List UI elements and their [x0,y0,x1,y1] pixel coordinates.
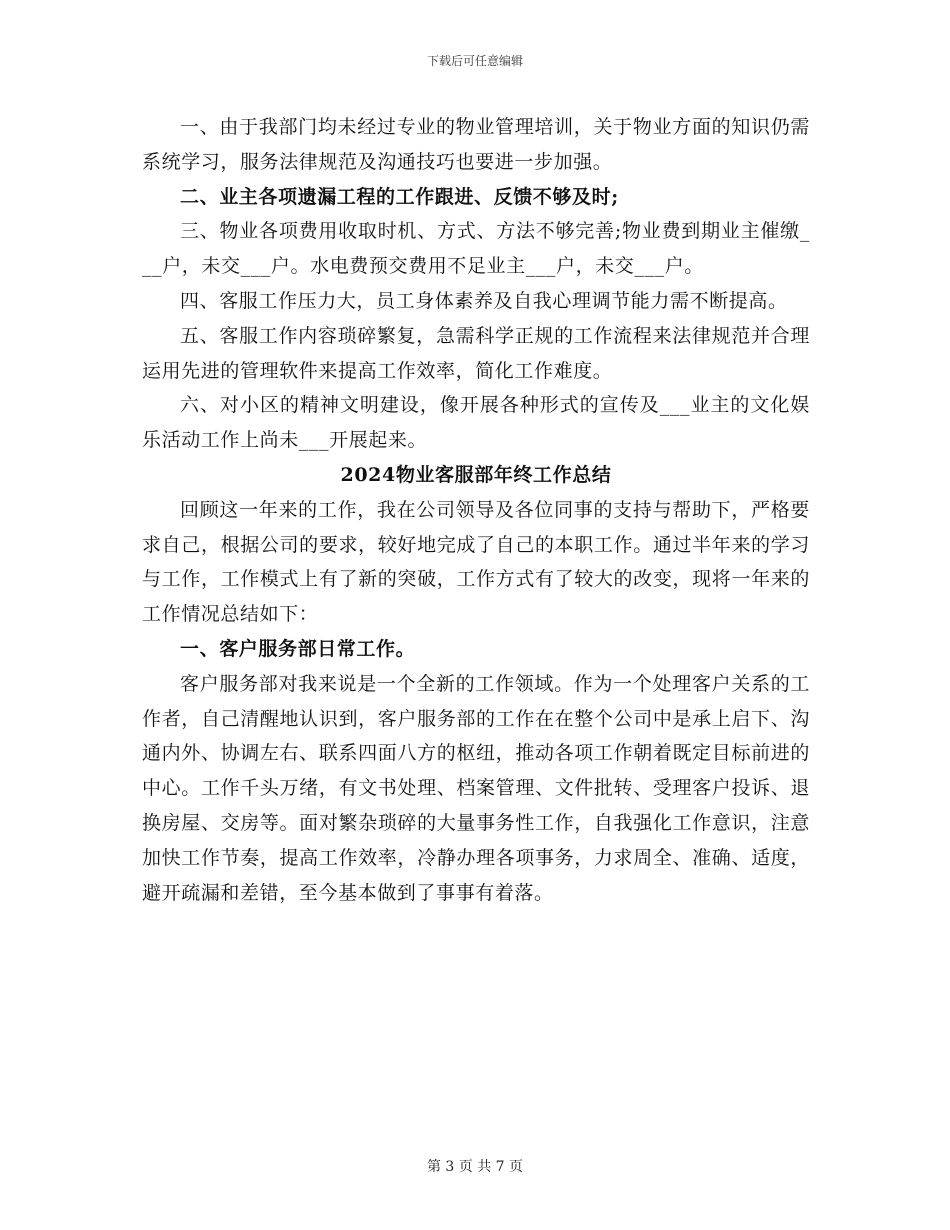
paragraph-5: 五、客服工作内容琐碎繁复，急需科学正规的工作流程来法律规范并合理运用先进的管理软件来提高工作效率，简化工作难度。 [142,324,810,382]
paragraph-2-heading: 二、业主各项遗漏工程的工作跟进、反馈不够及时; [180,185,619,208]
document-body [142,110,810,910]
page-header-note: 下载后可任意编辑 [426,54,523,68]
paragraph-1: 一、由于我部门均未经过专业的物业管理培训，关于物业方面的知识仍需系统学习，服务法律规范及沟通技巧也要进一步加强。 [142,116,810,173]
paragraph-4: 四、客服工作压力大，员工身体素养及自我心理调节能力需不断提高。 [180,289,788,312]
page-number: 第 3 页 共 7 页 [426,1159,524,1175]
paragraph-3: 三、物业各项费用收取时机、方式、方法不够完善;物业费到期业主催缴___户，未交___户。水电费预交费用不足业主___户，未交___户。 [142,220,810,278]
subsection-heading: 一、客户服务部日常工作。 [180,637,416,660]
paragraph-body: 客户服务部对我来说是一个全新的工作领域。作为一个处理客户关系的工作者，自己清醒地认识到，客户服务部的工作在在整个公司中是承上启下、沟通内外、协调左右、联系四面八方的枢纽，推动各项工作朝着既定目标前进的中心。工作千头万绪，有文书处理、档案管理、文件批转、受理客户投诉、退换房屋、交房等。面对繁杂琐碎的大量事务性工作，自我强化工作意识，注意加快工作节奏，提高工作效率，冷静办理各项事务，力求周全、准确、适度，避开疏漏和差错，至今基本做到了事事有着落。 [142,672,810,904]
paragraph-6: 六、对小区的精神文明建设，像开展各种形式的宣传及___业主的文化娱乐活动工作上尚未___开展起来。 [142,394,810,452]
section-title: 2024物业客服部年终工作总结 [340,463,612,486]
paragraph-intro: 回顾这一年来的工作，我在公司领导及各位同事的支持与帮助下，严格要求自己，根据公司的要求，较好地完成了自己的本职工作。通过半年来的学习与工作，工作模式上有了新的突破，工作方式有了较大的改变，现将一年来的工作情况总结如下： [142,498,810,626]
